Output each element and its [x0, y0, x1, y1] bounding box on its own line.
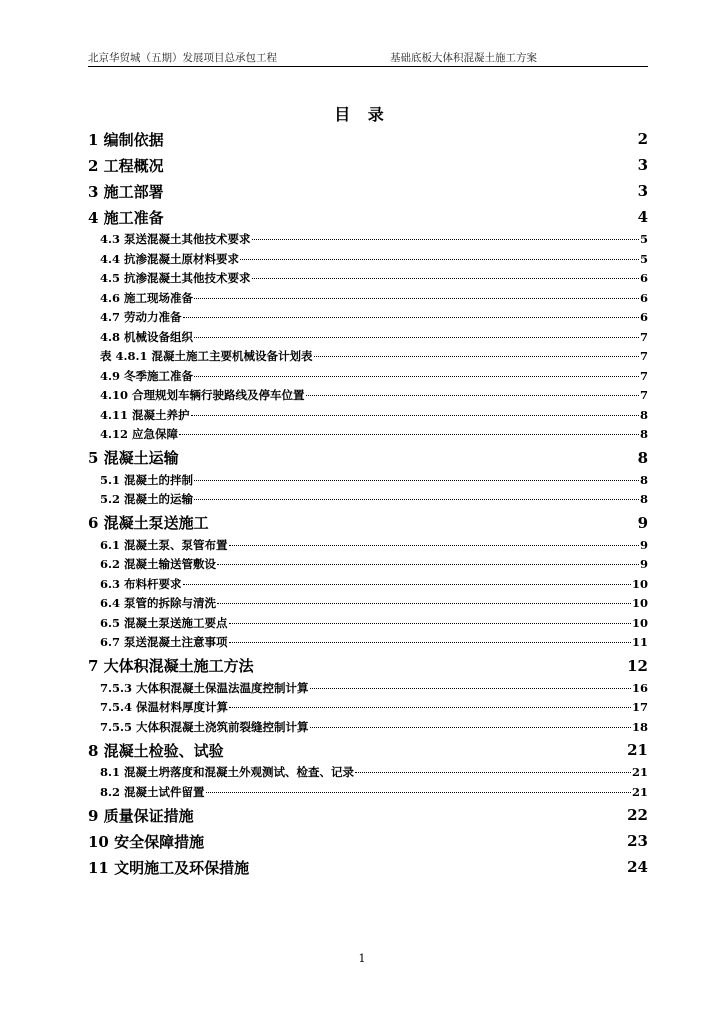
- toc-dot-leader: [183, 305, 639, 318]
- toc-entry-title: 5.2 混凝土的运输: [100, 492, 194, 506]
- toc-chapter-entry[interactable]: [88, 828, 648, 854]
- toc-dot-leader: [194, 468, 639, 481]
- toc-entry-title: 4.12 应急保障: [100, 427, 179, 441]
- toc-section-entry[interactable]: [88, 783, 648, 803]
- toc-entry-page: 21: [631, 784, 648, 799]
- toc-chapter-entry[interactable]: [88, 854, 648, 880]
- toc-entry-title: 2 工程概况: [88, 156, 164, 175]
- toc-dot-leader: [240, 247, 639, 260]
- page-header: [88, 50, 648, 67]
- table-of-contents: [88, 126, 648, 880]
- toc-entry-page: 8: [637, 448, 648, 467]
- toc-entry-title: 4.3 泵送混凝土其他技术要求: [100, 232, 251, 246]
- toc-section-entry[interactable]: [88, 718, 648, 738]
- toc-dot-leader: [194, 286, 639, 299]
- toc-dot-leader: [183, 572, 631, 585]
- toc-entry-page: 24: [627, 858, 648, 876]
- toc-entry-page: 8: [639, 472, 648, 487]
- header-project-name: 北京华贸城（五期）发展项目总承包工程: [88, 52, 277, 64]
- toc-dot-leader: [306, 383, 639, 396]
- toc-entry-page: 18: [631, 719, 648, 734]
- toc-entry-title: 7.5.5 大体积混凝土浇筑前裂缝控制计算: [100, 719, 309, 734]
- toc-entry-title: 4.4 抗渗混凝土原材料要求: [100, 251, 240, 266]
- toc-entry-page: 5: [639, 232, 648, 246]
- toc-entry-title: 6.1 混凝土泵、泵管布置: [100, 537, 228, 552]
- toc-section-entry[interactable]: [88, 490, 648, 510]
- toc-dot-leader: [194, 487, 639, 500]
- toc-entry-page: 9: [637, 513, 648, 532]
- toc-entry-title: 6 混凝土泵送施工: [88, 514, 209, 532]
- toc-entry-title: 9 质量保证措施: [88, 806, 194, 825]
- toc-entry-title: 7.5.3 大体积混凝土保温法温度控制计算: [100, 680, 309, 695]
- toc-entry-page: 7: [639, 329, 648, 344]
- toc-dot-leader: [229, 611, 631, 624]
- toc-entry-title: 6.3 布料杆要求: [100, 576, 182, 591]
- toc-entry-title: 5 混凝土运输: [88, 449, 179, 467]
- toc-entry-title: 6.4 泵管的拆除与清洗: [100, 596, 217, 610]
- toc-dot-leader: [194, 325, 639, 338]
- toc-entry-page: 9: [639, 537, 648, 552]
- toc-entry-page: 4: [637, 208, 648, 226]
- toc-entry-page: 10: [631, 576, 648, 591]
- toc-entry-title: 5.1 混凝土的拌制: [100, 472, 194, 487]
- toc-entry-title: 6.2 混凝土输送管敷设: [100, 557, 217, 571]
- toc-entry-page: 21: [631, 765, 648, 779]
- toc-dot-leader: [229, 533, 639, 546]
- toc-entry-title: 6.5 混凝土泵送施工要点: [100, 615, 228, 630]
- toc-entry-title: 8.2 混凝土试件留置: [100, 784, 205, 799]
- toc-entry-page: 22: [627, 806, 648, 824]
- toc-entry-title: 4.7 劳动力准备: [100, 310, 182, 324]
- toc-entry-page: 7: [639, 349, 648, 363]
- toc-section-entry[interactable]: [88, 633, 648, 653]
- toc-entry-page: 16: [631, 680, 648, 695]
- toc-entry-title: 4 施工准备: [88, 208, 164, 227]
- toc-dot-leader: [310, 676, 631, 689]
- toc-entry-title: 3 施工部署: [88, 182, 164, 201]
- toc-entry-page: 21: [627, 741, 648, 759]
- toc-chapter-entry[interactable]: [88, 178, 648, 204]
- toc-chapter-entry[interactable]: [88, 126, 648, 152]
- toc-entry-page: 8: [639, 407, 648, 422]
- toc-dot-leader: [310, 715, 631, 728]
- page-number: 1: [358, 952, 366, 965]
- toc-entry-page: 3: [637, 156, 648, 174]
- toc-dot-leader: [355, 760, 631, 773]
- toc-entry-title: 4.11 混凝土养护: [100, 407, 190, 422]
- toc-entry-page: 17: [631, 700, 648, 714]
- toc-entry-page: 7: [639, 388, 648, 402]
- toc-entry-page: 10: [631, 615, 648, 630]
- toc-dot-leader: [252, 227, 639, 240]
- toc-chapter-entry[interactable]: [88, 152, 648, 178]
- toc-entry-page: 5: [639, 251, 648, 266]
- toc-entry-page: 6: [639, 271, 648, 285]
- toc-entry-page: 2: [637, 130, 648, 148]
- toc-entry-title: 7 大体积混凝土施工方法: [88, 657, 254, 675]
- toc-dot-leader: [252, 266, 639, 279]
- toc-entry-title: 1 编制依据: [88, 130, 164, 149]
- toc-dot-leader: [194, 364, 639, 377]
- toc-entry-page: 6: [639, 290, 648, 305]
- toc-entry-page: 8: [639, 492, 648, 506]
- toc-entry-title: 表 4.8.1 混凝土施工主要机械设备计划表: [100, 349, 313, 363]
- toc-entry-page: 3: [637, 182, 648, 200]
- toc-entry-page: 10: [631, 596, 648, 610]
- toc-entry-title: 6.7 泵送混凝土注意事项: [100, 635, 228, 649]
- toc-entry-page: 11: [631, 635, 648, 649]
- toc-title: 目 录: [334, 105, 390, 124]
- toc-dot-leader: [217, 591, 631, 604]
- toc-entry-title: 4.9 冬季施工准备: [100, 368, 194, 383]
- toc-entry-title: 8.1 混凝土坍落度和混凝土外观测试、检查、记录: [100, 765, 355, 779]
- toc-entry-page: 12: [627, 656, 648, 675]
- toc-dot-leader: [206, 780, 631, 793]
- toc-entry-page: 9: [639, 557, 648, 571]
- toc-dot-leader: [217, 552, 639, 565]
- toc-entry-title: 7.5.4 保温材料厚度计算: [100, 700, 229, 714]
- toc-dot-leader: [314, 344, 639, 357]
- toc-entry-title: 4.10 合理规划车辆行驶路线及停车位置: [100, 388, 305, 402]
- header-document-title: 基础底板大体积混凝土施工方案: [390, 52, 537, 64]
- toc-dot-leader: [229, 630, 631, 643]
- toc-entry-page: 7: [639, 368, 648, 383]
- toc-entry-title: 4.8 机械设备组织: [100, 329, 194, 344]
- toc-entry-title: 11 文明施工及环保措施: [88, 858, 250, 877]
- toc-dot-leader: [191, 403, 639, 416]
- toc-entry-title: 8 混凝土检验、试验: [88, 741, 224, 760]
- toc-section-entry[interactable]: [88, 425, 648, 445]
- toc-entry-page: 6: [639, 310, 648, 324]
- toc-dot-leader: [229, 695, 631, 708]
- toc-entry-title: 4.5 抗渗混凝土其他技术要求: [100, 271, 251, 285]
- toc-entry-page: 8: [639, 427, 648, 441]
- toc-entry-page: 23: [627, 832, 648, 850]
- toc-entry-title: 4.6 施工现场准备: [100, 290, 194, 305]
- toc-entry-title: 10 安全保障措施: [88, 832, 205, 851]
- toc-dot-leader: [179, 422, 639, 435]
- toc-chapter-entry[interactable]: [88, 802, 648, 828]
